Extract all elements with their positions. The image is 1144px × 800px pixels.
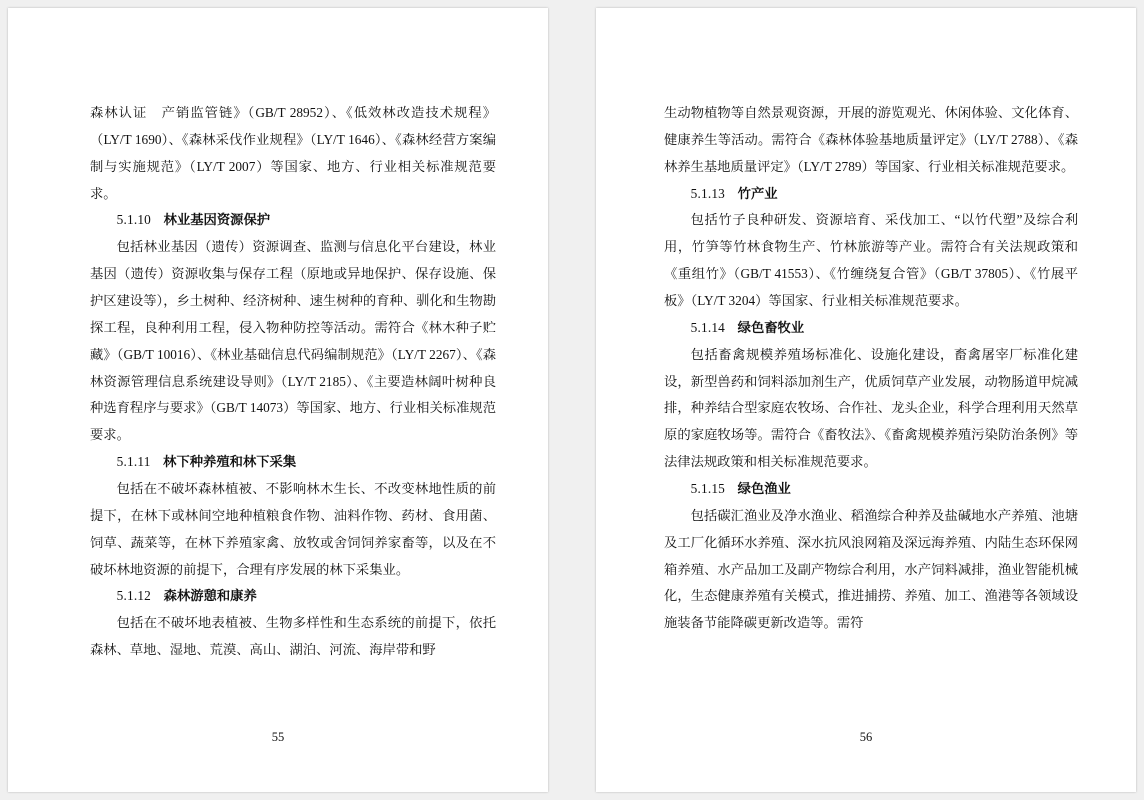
section-heading	[664, 476, 1078, 503]
section-title: 林业基因资源保护	[163, 212, 271, 228]
section-number: 5.1.12	[116, 588, 152, 604]
section-title: 竹产业	[737, 185, 778, 201]
paragraph: 生动物植物等自然景观资源，开展的游览观光、休闲体验、文化体育、健康养生等活动。需符合《森林体验基地质量评定》（LY/T 2788）、《森林养生基地质量评定》（LY/T 2789）等国家、行业相关标准规范要求。	[664, 105, 1078, 174]
section-heading	[664, 315, 1078, 342]
paragraph: 包括在不破坏地表植被、生物多样性和生态系统的前提下，依托森林、草地、湿地、荒漠、高山、湖泊、河流、海岸带和野	[90, 615, 496, 658]
paragraph: 森林认证 产销监管链》（GB/T 28952）、《低效林改造技术规程》（LY/T 1690）、《森林采伐作业规程》（LY/T 1646）、《森林经营方案编制与实施规范》（LY/T 2007）等国家、地方、行业相关标准规范要求。	[90, 105, 496, 201]
section-heading	[90, 583, 496, 610]
paragraph: 包括畜禽规模养殖场标准化、设施化建设，畜禽屠宰厂标准化建设，新型兽药和饲料添加剂生产，优质饲草产业发展，动物肠道甲烷减排，种养结合型家庭农牧场、合作社、龙头企业，科学合理利用天然草原的家庭牧场等。需符合《畜牧法》、《畜禽规模养殖污染防治条例》等法律法规政策和相关标准规范要求。	[664, 346, 1078, 470]
section-heading	[90, 207, 496, 234]
page-55	[8, 8, 548, 792]
paragraph: 包括在不破坏森林植被、不影响林木生长、不改变林地性质的前提下，在林下或林间空地种植粮食作物、油料作物、药材、食用菌、饲草、蔬菜等，在林下养殖家禽、放牧或舍饲饲养家畜等，以及在不破坏林地资源的前提下，合理有序发展的林下采集业。	[90, 481, 496, 577]
page-56-body	[664, 100, 1078, 637]
section-number: 5.1.11	[116, 454, 151, 470]
section-title: 绿色渔业	[737, 481, 791, 497]
section-heading	[90, 449, 496, 476]
page-55-body	[90, 100, 496, 664]
paragraph: 包括林业基因（遗传）资源调查、监测与信息化平台建设，林业基因（遗传）资源收集与保存工程（原地或异地保护、保存设施、保护区建设等），乡土树种、经济树种、速生树种的育种、驯化和生物勘探工程，良种利用工程，侵入物种防控等活动。需符合《林木种子贮藏》（GB/T 10016）、《林业基础信息代码编制规范》（LY/T 2267）、《森林资源管理信息系统建设导则》（LY/T 2185）、《主要造林阔叶树种良种选育程序与要求》（GB/T 14073）等国家、地方、行业相关标准规范要求。	[90, 239, 496, 443]
paragraph: 包括竹子良种研发、资源培育、采伐加工、“以竹代塑”及综合利用，竹笋等竹林食物生产、竹林旅游等产业。需符合有关法规政策和《重组竹》（GB/T 41553）、《竹缠绕复合管》（GB/T 37805）、《竹展平板》（LY/T 3204）等国家、行业相关标准规范要求。	[664, 212, 1078, 309]
section-title: 绿色畜牧业	[737, 319, 805, 335]
section-number: 5.1.10	[116, 212, 152, 228]
page-number: 55	[271, 730, 285, 744]
section-title: 森林游憩和康养	[163, 588, 257, 604]
paragraph: 包括碳汇渔业及净水渔业、稻渔综合种养及盐碱地水产养殖、池塘及工厂化循环水养殖、深水抗风浪网箱及深远海养殖、内陆生态环保网箱养殖、水产品加工及副产物综合利用，水产饲料减排，渔业智能机械化，生态健康养殖有关模式，推进捕捞、养殖、加工、渔港等各领域设施装备节能降碳更新改造等。需符	[664, 507, 1078, 631]
section-heading	[664, 181, 1078, 208]
section-number: 5.1.15	[690, 481, 726, 497]
page-number: 56	[859, 730, 873, 744]
page-56	[596, 8, 1136, 792]
section-number: 5.1.13	[690, 185, 726, 201]
section-number: 5.1.14	[690, 319, 726, 335]
section-title: 林下种养殖和林下采集	[163, 454, 297, 470]
